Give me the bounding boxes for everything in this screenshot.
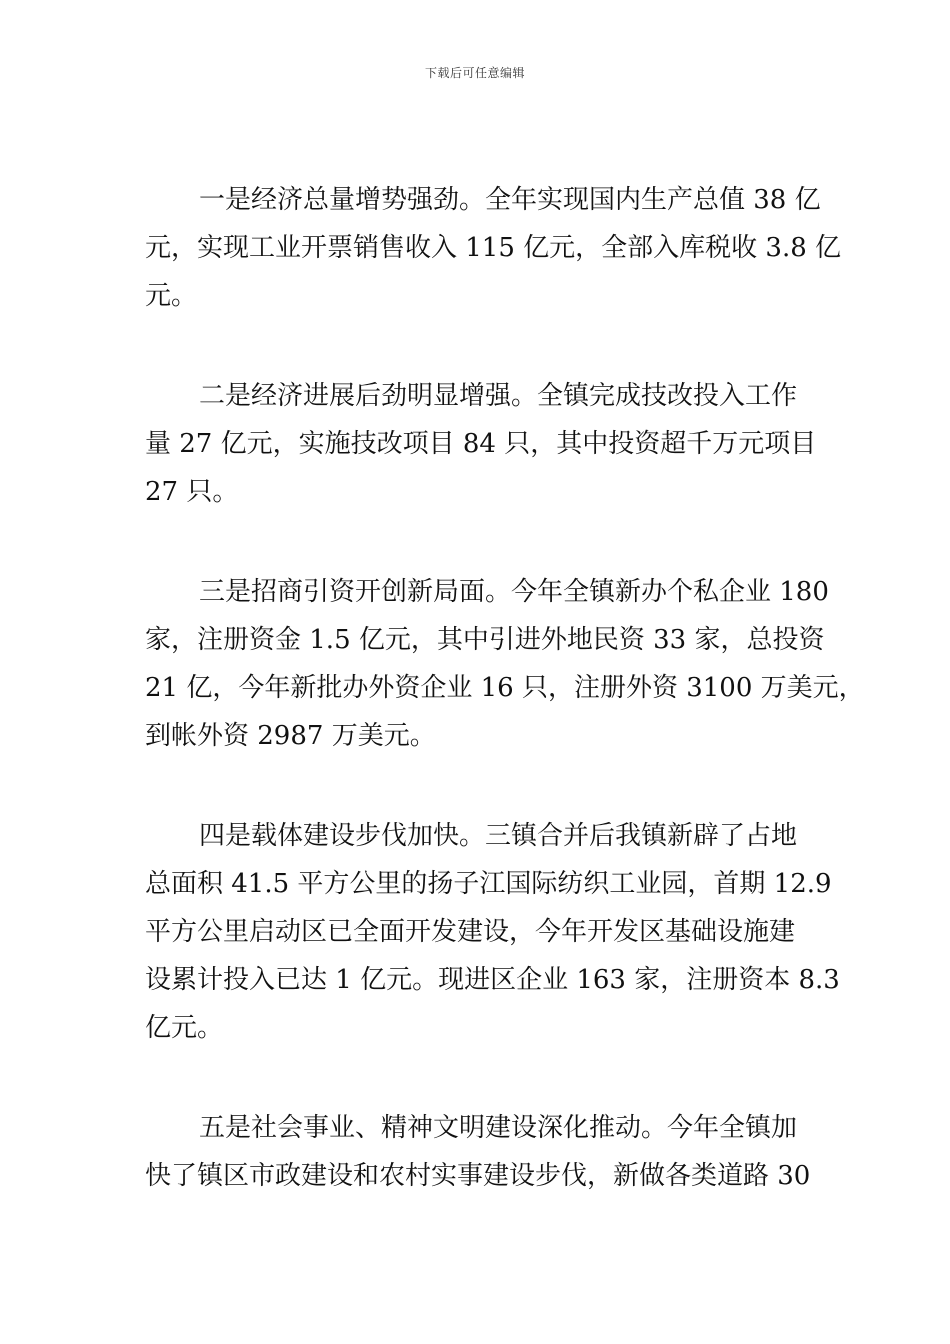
header-note: 下载后可任意编辑 [424, 66, 525, 80]
paragraph-line: 元。 [145, 281, 198, 311]
paragraph-line: 快了镇区市政建设和农村实事建设步伐，新做各类道路 30 [145, 1161, 811, 1191]
paragraph-4 [145, 812, 840, 1052]
paragraph-line: 一是经济总量增势强劲。全年实现国内生产总值 38 亿 [199, 185, 821, 215]
paragraph-1 [145, 176, 842, 320]
paragraph-line: 五是社会事业、精神文明建设深化推动。今年全镇加 [199, 1113, 798, 1143]
paragraph-line: 四是载体建设步伐加快。三镇合并后我镇新辟了占地 [199, 821, 798, 851]
paragraph-line: 平方公里启动区已全面开发建设，今年开发区基础设施建 [145, 917, 796, 947]
paragraph-line: 27 只。 [145, 477, 239, 507]
paragraph-line: 设累计投入已达 1 亿元。现进区企业 163 家，注册资本 8.3 [145, 965, 840, 995]
paragraph-3 [145, 568, 865, 760]
paragraph-line: 总面积 41.5 平方公里的扬子江国际纺织工业园，首期 12.9 [145, 869, 832, 899]
paragraph-line: 二是经济进展后劲明显增强。全镇完成技改投入工作 [199, 381, 798, 411]
paragraph-line: 元，实现工业开票销售收入 115 亿元，全部入库税收 3.8 亿 [145, 233, 842, 263]
paragraph-line: 量 27 亿元，实施技改项目 84 只，其中投资超千万元项目 [145, 429, 817, 459]
paragraph-line: 三是招商引资开创新局面。今年全镇新办个私企业 180 [199, 577, 829, 607]
paragraph-5 [145, 1104, 813, 1200]
paragraph-line: 家，注册资金 1.5 亿元，其中引进外地民资 33 家，总投资 [145, 625, 825, 655]
paragraph-line: 亿元。 [145, 1013, 224, 1043]
paragraph-2 [145, 372, 817, 516]
paragraph-line: 21 亿，今年新批办外资企业 16 只，注册外资 3100 万美元， [145, 673, 865, 703]
document-body [145, 176, 865, 1252]
paragraph-line: 到帐外资 2987 万美元。 [145, 721, 436, 751]
